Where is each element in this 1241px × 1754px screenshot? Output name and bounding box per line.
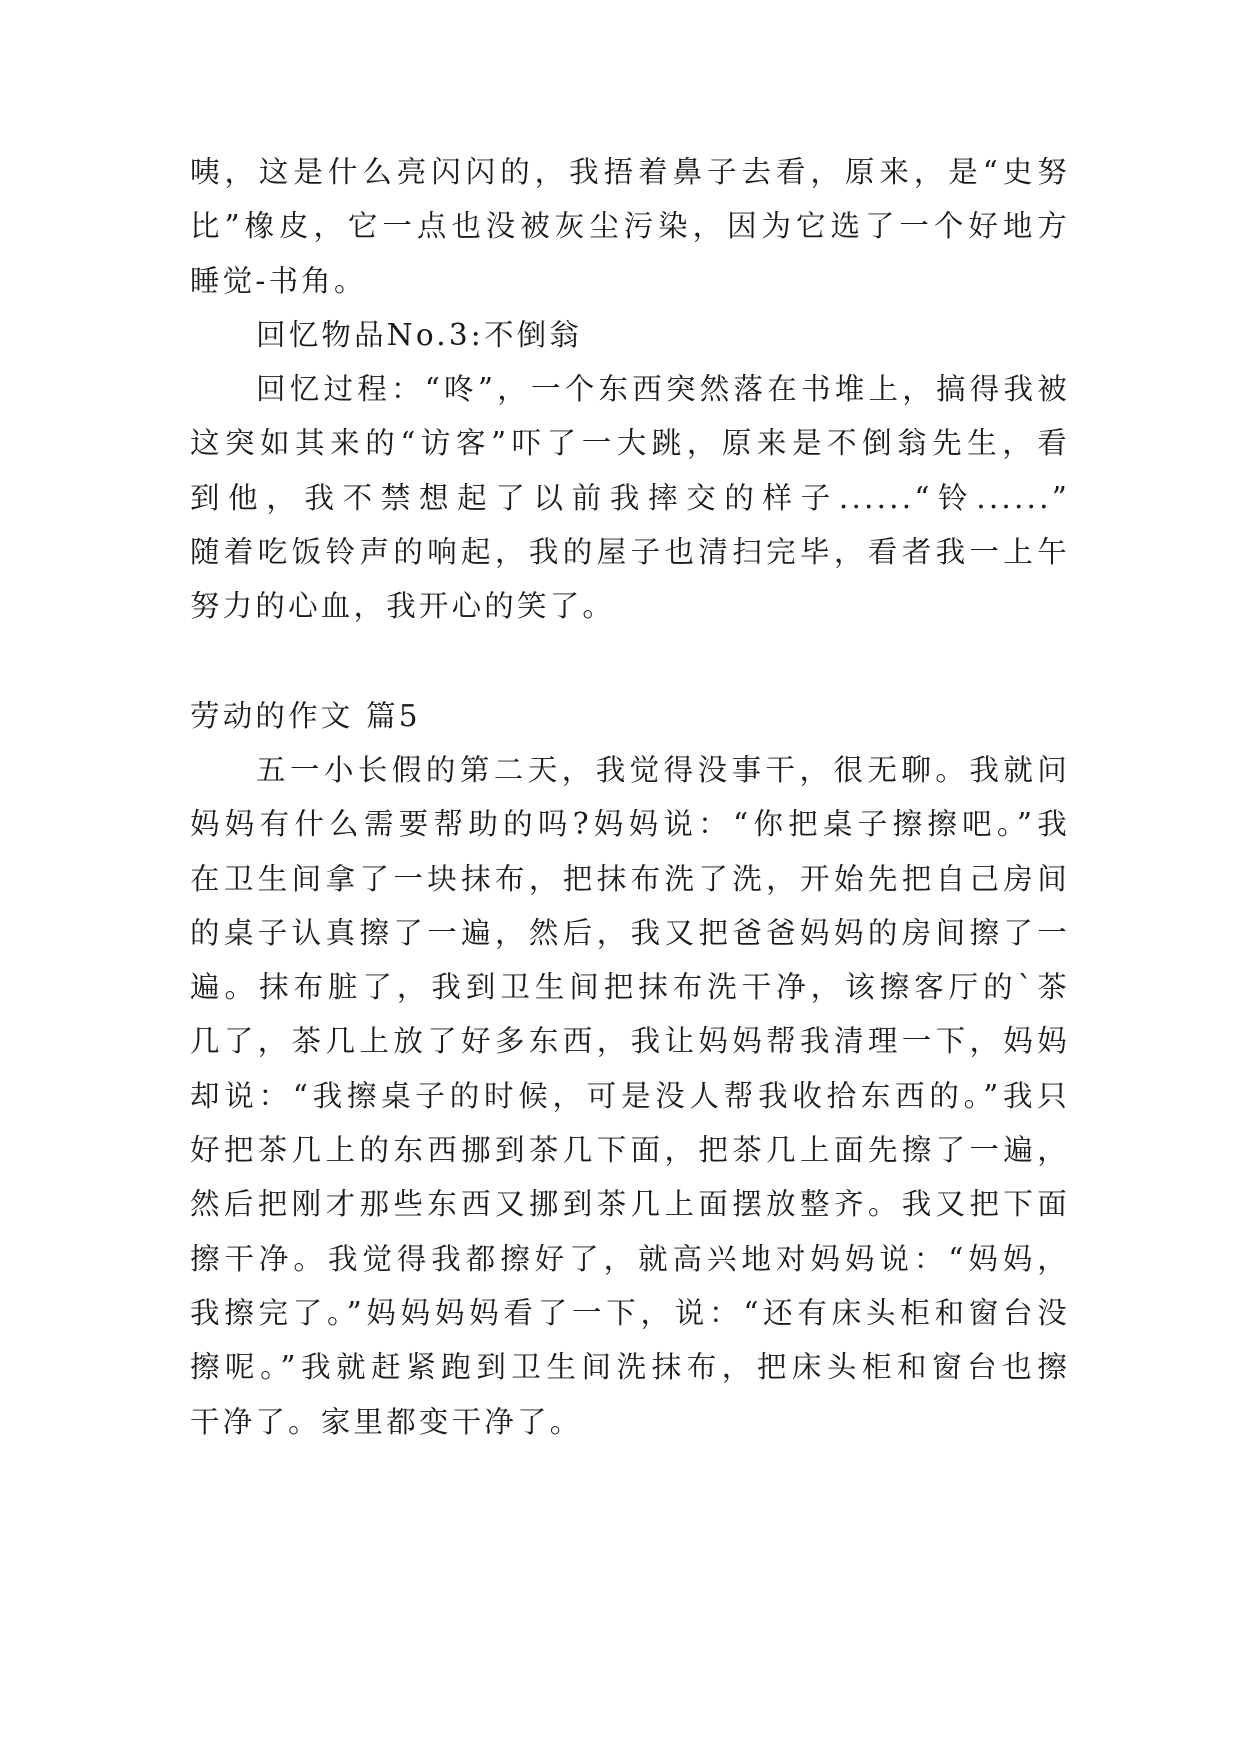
text-line: 比”橡皮，它一点也没被灰尘污染，因为它选了一个好地方 bbox=[190, 209, 1070, 244]
text-line: 努力的心血，我开心的笑了。 bbox=[190, 589, 616, 624]
text-line: 遍。抹布脏了，我到卫生间把抹布洗干净，该擦客厅的`茶 bbox=[190, 970, 1070, 1005]
text-line: 咦，这是什么亮闪闪的，我捂着鼻子去看，原来，是“史努 bbox=[190, 155, 1070, 189]
text-line: 然后把刚才那些东西又挪到茶几上面摆放整齐。我又把下面 bbox=[190, 1187, 1070, 1222]
document-page bbox=[190, 145, 1070, 1449]
text-line: 睡觉-书角。 bbox=[190, 263, 367, 298]
text-line: 回忆过程：“咚”，一个东西突然落在书堆上，搞得我被 bbox=[256, 372, 1070, 407]
text-line: 擦干净。我觉得我都擦好了，就高兴地对妈妈说：“妈妈， bbox=[190, 1241, 1070, 1276]
text-line: 这突如其来的“访客”吓了一大跳，原来是不倒翁先生，看 bbox=[190, 426, 1070, 461]
paragraph-item3 bbox=[190, 308, 1070, 362]
text-line: 擦呢。”我就赶紧跑到卫生间洗抹布，把床头柜和窗台也擦 bbox=[190, 1350, 1070, 1385]
text-line: 五一小长假的第二天，我觉得没事干，很无聊。我就问 bbox=[256, 752, 1070, 787]
text-line: 我擦完了。”妈妈妈妈看了一下，说：“还有床头柜和窗台没 bbox=[190, 1295, 1070, 1330]
paragraph-eraser bbox=[190, 145, 1070, 308]
paragraph-process bbox=[190, 362, 1070, 633]
paragraph-essay5 bbox=[190, 743, 1070, 1449]
text-line: 却说：“我擦桌子的时候，可是没人帮我收拾东西的。”我只 bbox=[190, 1078, 1070, 1113]
text-line: 随着吃饭铃声的响起，我的屋子也清扫完毕，看者我一上午 bbox=[190, 535, 1070, 570]
text-line: 的桌子认真擦了一遍，然后，我又把爸爸妈妈的房间擦了一 bbox=[190, 915, 1070, 950]
essay-continuation bbox=[190, 145, 1070, 634]
text-line: 在卫生间拿了一块抹布，把抹布洗了洗，开始先把自己房间 bbox=[190, 861, 1070, 896]
text-line: 到他，我不禁想起了以前我摔交的样子......“铃......” bbox=[190, 480, 1070, 515]
text-line: 几了，茶几上放了好多东西，我让妈妈帮我清理一下，妈妈 bbox=[190, 1024, 1070, 1059]
text-line: 好把茶几上的东西挪到茶几下面，把茶几上面先擦了一遍， bbox=[190, 1133, 1070, 1168]
essay-5-body bbox=[190, 743, 1070, 1449]
section-gap bbox=[190, 634, 1070, 689]
text-line: 干净了。家里都变干净了。 bbox=[190, 1404, 583, 1439]
text-line: 回忆物品No.3:不倒翁 bbox=[256, 317, 583, 352]
text-line: 妈妈有什么需要帮助的吗?妈妈说：“你把桌子擦擦吧。”我 bbox=[190, 807, 1070, 842]
section-title: 劳动的作文 篇5 bbox=[190, 698, 421, 733]
